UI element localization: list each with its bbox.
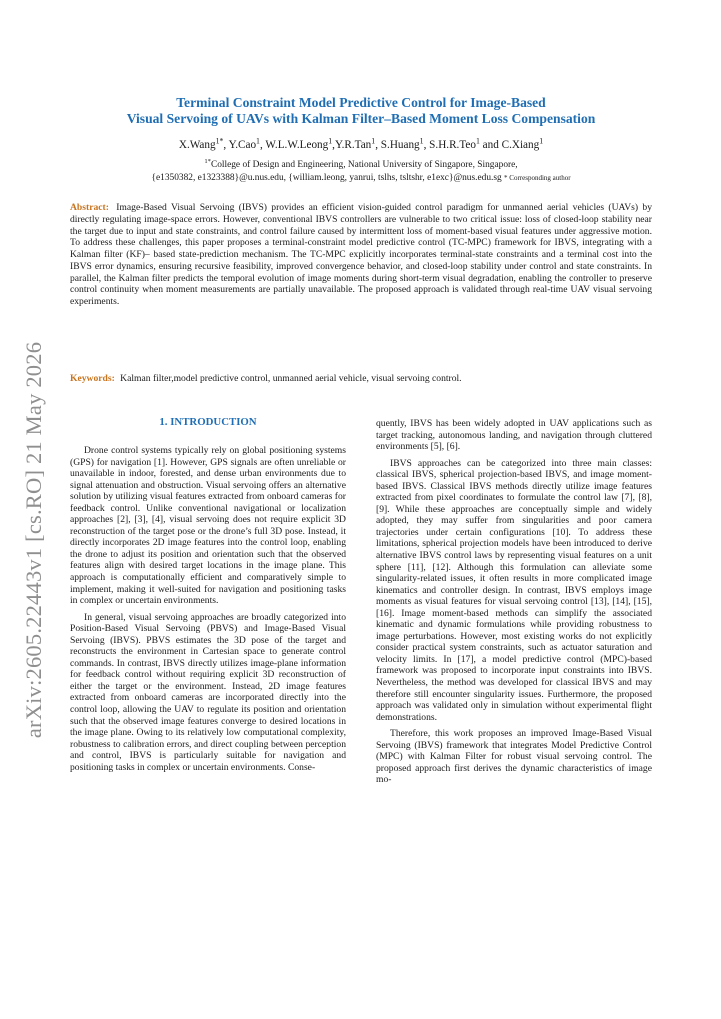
author: X.Wang xyxy=(178,139,216,151)
keywords-label: Keywords: xyxy=(70,373,115,384)
body-paragraph: Drone control systems typically rely on global positioning systems (GPS) for navigation [1]. However, GPS signals are often unreliable or unavailable in indoor, forested, and dense urban environments due to signal attenuation and obstruction. Visual servoing offers an alternative solution by utilizing visual features extracted from onboard cameras for feedback control. Unlike conventional navigational or localization approaches [2], [3], [4], visual servoing does not require explicit 3D reconstruction of the target pose or the drone’s full 3D pose. Instead, it directly incorporates 2D image features into the control loop, enabling the drone to adjust its position and orientation such that the observed features align with desired target locations in the image plane. This approach is computationally efficient and comparatively simple to implement, making it well-suited for navigation and positioning tasks in complex or uncertain environments. xyxy=(70,445,346,607)
body-paragraph: quently, IBVS has been widely adopted in UAV applications such as target tracking, autonomous landing, and navigation through cluttered environments [5], [6]. xyxy=(376,418,652,453)
author: Y.Cao xyxy=(228,139,257,151)
affiliation: College of Design and Engineering, National University of Singapore, Singapore, xyxy=(210,160,518,170)
author-list: X.Wang$^{1*}$, Y.Cao$^1$, W.L.W.Leong$^1$,Y.R.Tan$^1$, S.Huang$^1$, S.H.R.Teo$^1$ and C.Xiang$^1$ xyxy=(178,136,544,151)
title-line-1: Terminal Constraint Model Predictive Control for Image-Based xyxy=(176,95,546,110)
body-paragraph: Therefore, this work proposes an improved Image-Based Visual Servoing (IBVS) framework that integrates Model Predictive Control (MPC) with Kalman Filter for robust visual servoing control. The proposed approach first derives the dynamic characteristics of image mo- xyxy=(376,728,652,786)
author: W.L.W.Leong xyxy=(265,139,329,151)
author-sup: 1 xyxy=(256,136,260,146)
title-line-2: Visual Servoing of UAVs with Kalman Filter–Based Moment Loss Compensation xyxy=(126,110,596,126)
corresponding-author-note: * Corresponding author xyxy=(504,173,571,182)
author: Y.R.Tan xyxy=(334,139,372,151)
author-sup: 1* xyxy=(215,136,224,146)
author: S.H.R.Teo xyxy=(429,139,476,151)
author-sup: 1 xyxy=(539,136,544,146)
arxiv-identifier: arXiv:2605.22443v1 [cs.RO] 21 May 2026 xyxy=(21,341,46,739)
left-column xyxy=(70,415,346,778)
affiliation-block xyxy=(70,159,652,184)
author-sup: 1 xyxy=(328,136,333,146)
keywords xyxy=(70,373,652,385)
author-sup: 1 xyxy=(419,136,424,146)
author-sup: 1 xyxy=(475,136,480,146)
right-column xyxy=(376,418,652,791)
affiliation-sup: 1* xyxy=(204,157,211,165)
author-sup: 1 xyxy=(371,136,376,146)
abstract-label: Abstract: xyxy=(70,202,109,213)
abstract xyxy=(70,202,652,308)
body-paragraph: In general, visual servoing approaches are broadly categorized into Position-Based Visual Servoing (PBVS) and Image-Based Visual Servoing (IBVS). PBVS estimates the 3D pose of the target and reconstructs the environment in Cartesian space to generate control commands. In contrast, IBVS directly utilizes image-plane information for feedback control without requiring explicit 3D reconstruction of either the target or the environment. Instead, 2D image features extracted from onboard cameras are incorporated directly into the control loop, allowing the UAV to regulate its position and orientation such that the observed image features converge to desired locations in the image plane. Owing to its relatively low computational complexity, robustness to calibration errors, and direct coupling between perception and control, IBVS is particularly suitable for navigation and positioning tasks in complex or uncertain environments. Conse- xyxy=(70,611,346,773)
author-emails: {e1350382, e1323388}@u.nus.edu, {william.leong, yanrui, tslhs, tsltshr, e1exc}@nus.edu.sg xyxy=(151,172,502,183)
body-paragraph: IBVS approaches can be categorized into three main classes: classical IBVS, spherical projection-based IBVS, and image moment-based IBVS. Classical IBVS methods directly utilize image features extracted from pixel coordinates to formulate the control law [7], [8], [9]. While these approaches are conceptually simple and widely adopted, they may suffer from singularities and poor camera trajectories under certain configurations [10]. To address these limitations, spherical projection models have been introduced to derive alternative IBVS control laws by representing visual features on a unit sphere [11], [12]. Although this formulation can alleviate some singularity-related issues, it often results in more complicated image kinematics and controller design. In contrast, IBVS employs image moments as visual features for visual servoing control [13], [14], [15], [16]. Image moment-based methods can simplify the associated kinematic and dynamic formulations while providing robustness to image perturbations. However, most existing works do not explicitly consider practical system constraints, such as actuator saturation and velocity limits. In [17], a model predictive control (MPC)-based framework was proposed to incorporate input constraints into IBVS. Nevertheless, the method was developed for classical IBVS and may therefore still encounter singularity issues. Furthermore, the proposed approach was validated only in simulation without experimental flight demonstrations. xyxy=(376,457,652,723)
keywords-text: Kalman filter,model predictive control, unmanned aerial vehicle, visual servoing control. xyxy=(120,373,462,384)
paper-header xyxy=(70,95,652,184)
arxiv-watermark xyxy=(14,300,54,780)
abstract-text: Image-Based Visual Servoing (IBVS) provides an efficient vision-guided control paradigm for unmanned aerial vehicles (UAVs) by directly regulating image-space errors. However, conventional IBVS controllers are vulnerable to two critical issue: loss of closed-loop stability near the target due to input and state constraints, and control failure caused by intermittent loss of moment-based visual features under aggressive motion. To address these challenges, this paper proposes a terminal-constraint model predictive control (TC-MPC) framework for IBVS, integrating with a Kalman filter (KF)– based state-prediction mechanism. The TC-MPC explicitly incorporates terminal-state constraints and a terminal cost into the IBVS error dynamics, ensuring recursive feasibility, improved convergence behavior, and closed-loop stability under control and state constraints. In parallel, the Kalman filter predicts the temporal evolution of image moments during short-term visual degradation, enabling the controller to preserve control continuity when moment measurements are partially unavailable. The proposed approach is validated through real-time UAV visual servoing experiments. xyxy=(70,202,652,307)
paper-title xyxy=(70,95,652,126)
author: C.Xiang xyxy=(501,139,540,151)
author: S.Huang xyxy=(380,139,420,151)
section-heading: 1. INTRODUCTION xyxy=(159,416,257,428)
